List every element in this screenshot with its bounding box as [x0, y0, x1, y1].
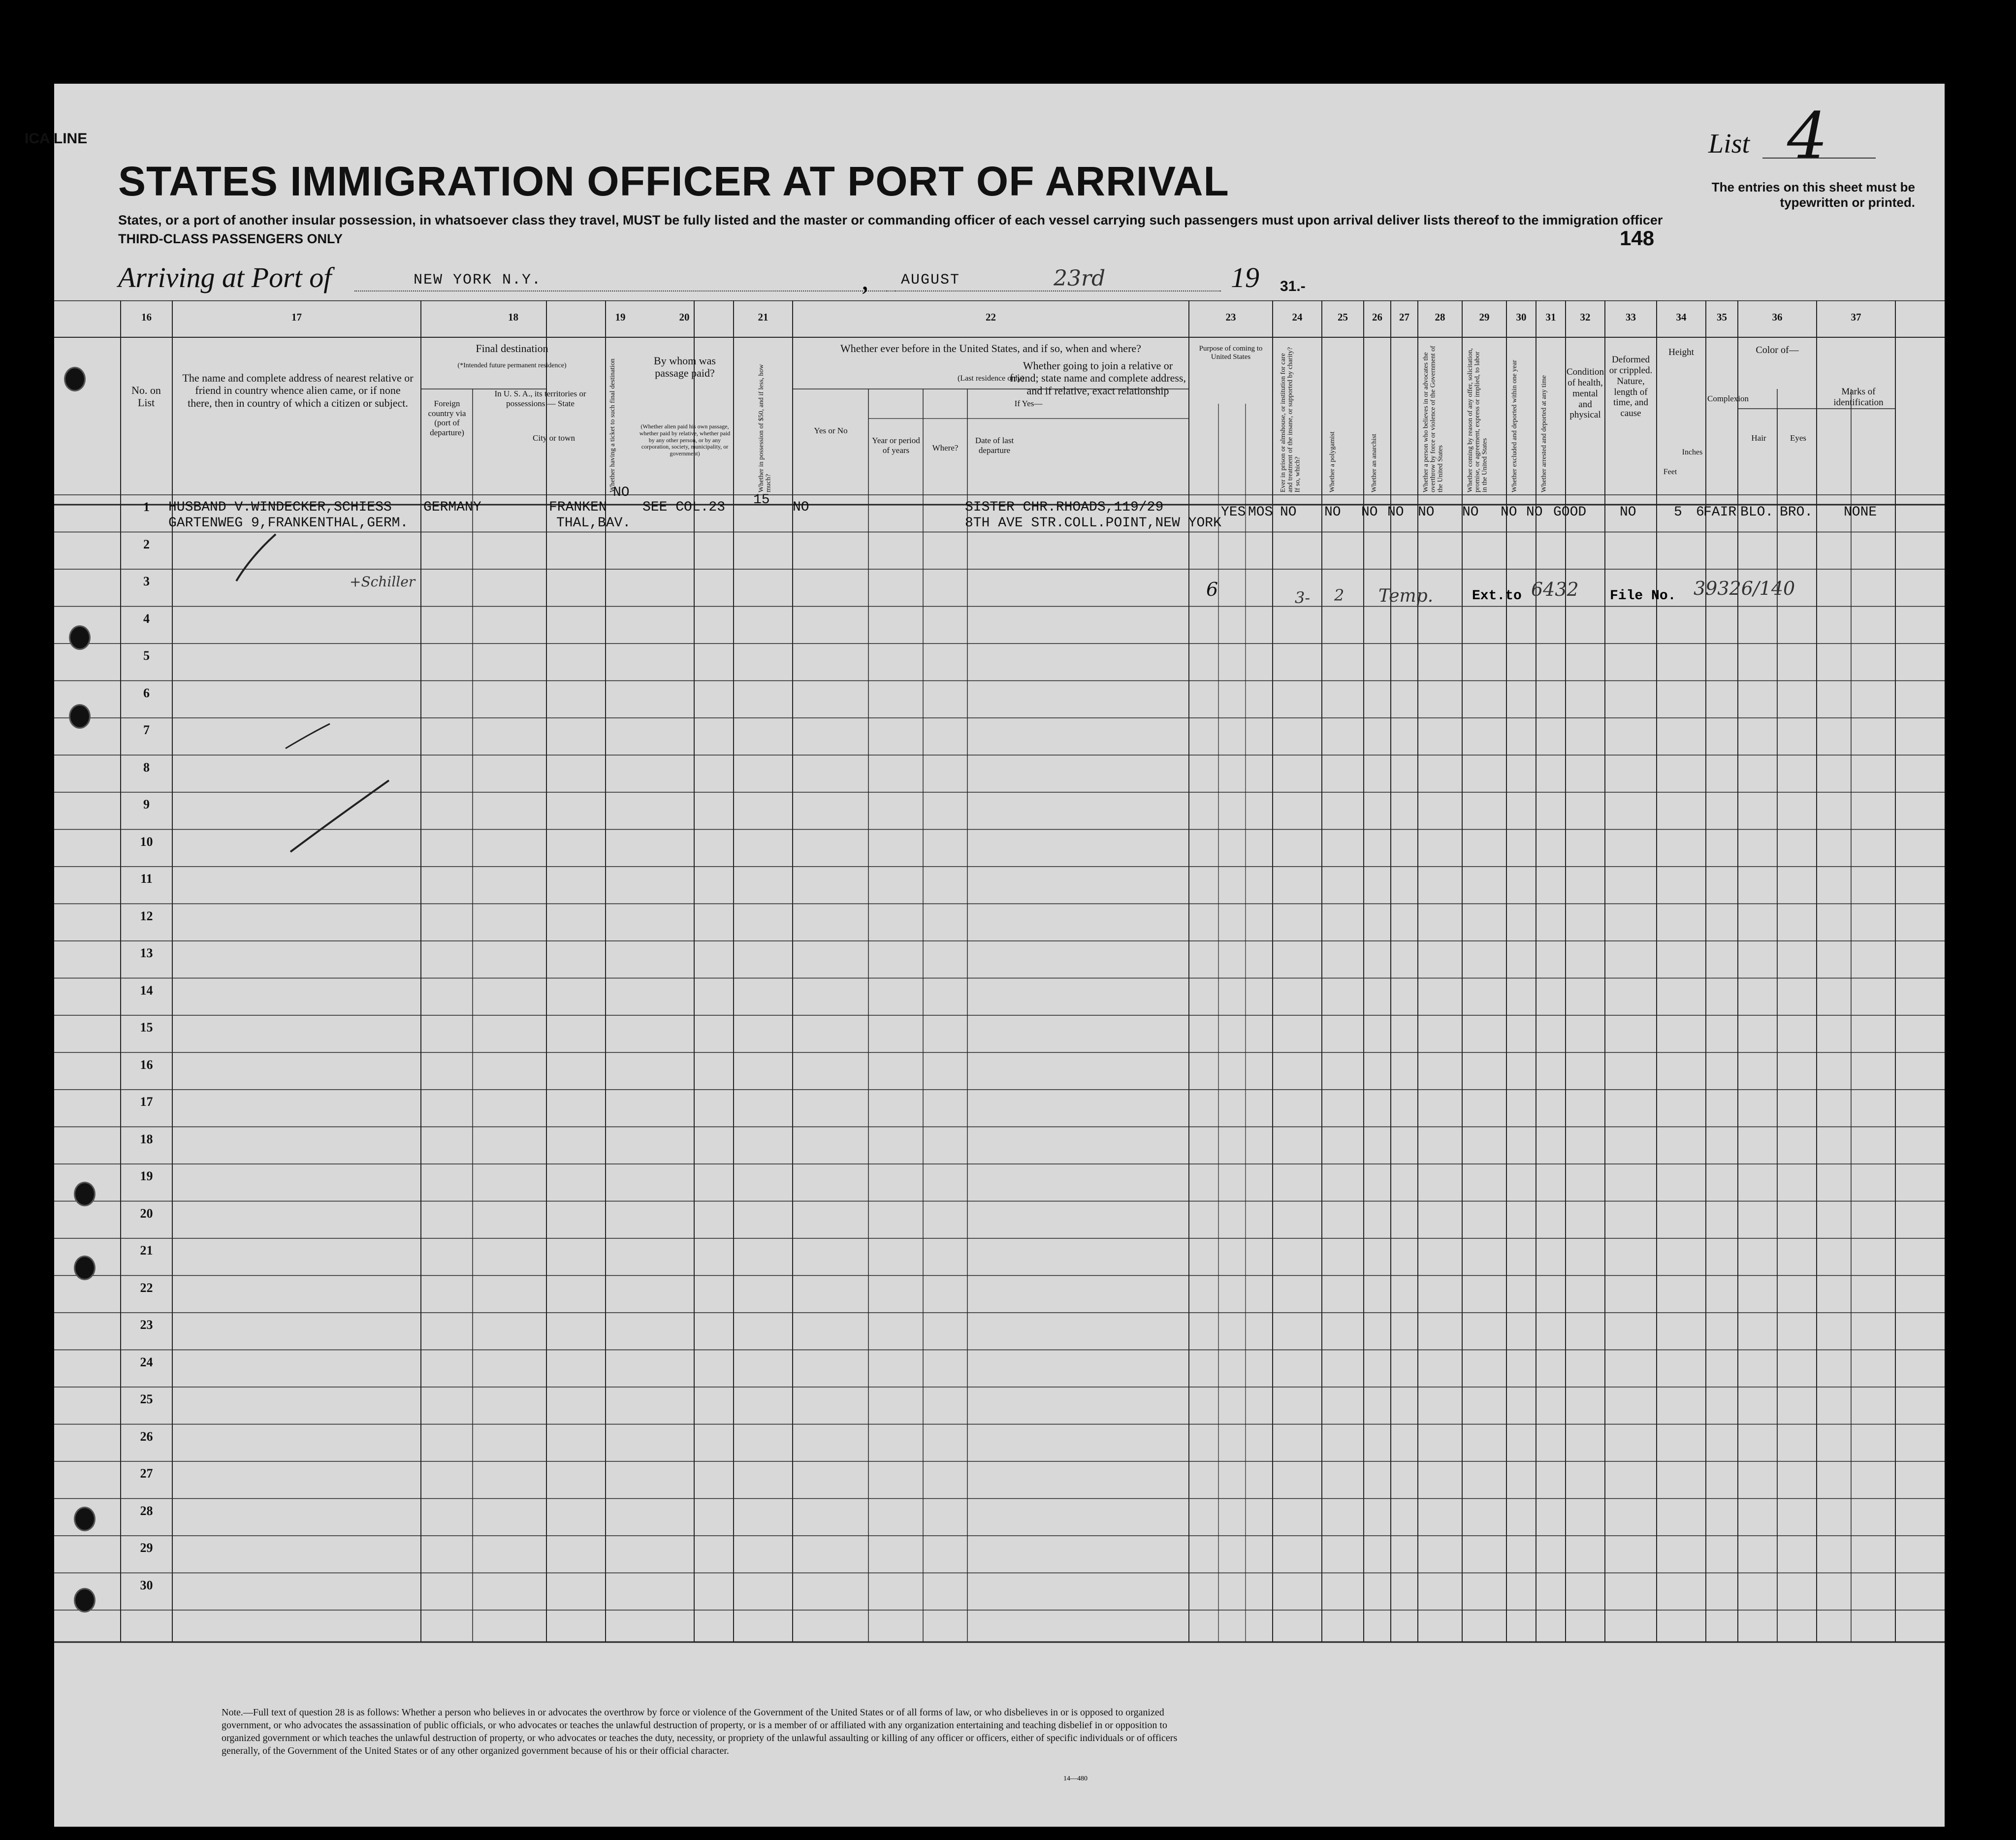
row-number: 3 — [143, 574, 150, 588]
file-label: File No. — [1610, 588, 1676, 604]
health-value: GOOD — [1553, 505, 1587, 520]
column-header: No. on List — [131, 384, 161, 409]
annotation-col28: Temp. — [1378, 586, 1434, 606]
ext-label: Ext.to — [1472, 588, 1522, 604]
row-number: 26 — [140, 1429, 153, 1444]
column-header-vertical: Whether an anarchist — [1371, 434, 1378, 492]
pencil-mark-2 — [290, 780, 389, 852]
column-header: Height — [1668, 347, 1694, 357]
line-name: ICA LINE — [25, 130, 88, 147]
arriving-label: Arriving at Port of — [118, 261, 332, 293]
row-number: 6 — [143, 685, 150, 700]
column-header: Whether ever before in the United States, and if so, when and where? — [840, 342, 1141, 355]
column-number: 21 — [758, 311, 768, 323]
page-title: STATES IMMIGRATION OFFICER AT PORT OF ARRIVAL — [118, 158, 1229, 204]
row-number: 20 — [140, 1206, 153, 1221]
row-number: 10 — [140, 834, 153, 849]
column-number: 26 — [1372, 311, 1382, 323]
join-relative-line1: SISTER CHR.RHOADS,119/29 — [965, 500, 1164, 515]
year-suffix: 31.- — [1280, 278, 1306, 294]
row-number: 24 — [140, 1355, 153, 1369]
row-number: 19 — [140, 1169, 153, 1183]
sheet-number: 148 — [1620, 226, 1655, 250]
column-number: 16 — [141, 311, 152, 323]
row-number: 7 — [143, 723, 150, 737]
col26-value: NO — [1361, 505, 1378, 520]
column-header: (Whether alien paid his own passage, whether paid by relative, whether paid by any other person, or by any corporation, society, municipality, or government) — [639, 423, 731, 457]
column-number: 31 — [1545, 311, 1556, 323]
column-number: 17 — [291, 311, 302, 323]
check-mark-1 — [236, 534, 276, 581]
ticket-value: NO — [613, 485, 630, 500]
column-header: (*Intended future permanent residence) — [457, 362, 567, 369]
deformed-value: NO — [1620, 505, 1636, 520]
money-value: 15 — [753, 492, 770, 508]
row-number: 25 — [140, 1392, 153, 1406]
purpose-value-2: MOS — [1248, 505, 1273, 520]
row-number: 5 — [143, 648, 150, 663]
col29-value: NO — [1462, 505, 1479, 520]
row-number: 9 — [143, 797, 150, 811]
column-number: 22 — [986, 311, 996, 323]
annotation-name: +Schiller — [350, 574, 416, 590]
column-header: Deformed or crippled. Nature, length of time, and cause — [1609, 355, 1653, 419]
column-header: Date of last departure — [975, 436, 1014, 455]
column-header: Eyes — [1790, 433, 1807, 443]
destination-city-line1: FRANKEN — [549, 500, 607, 515]
column-header: Marks of identification — [1833, 387, 1884, 408]
column-number: 34 — [1676, 311, 1687, 323]
column-header: Condition of health, mental and physical — [1567, 367, 1604, 420]
height-feet-value: 5 — [1674, 505, 1682, 520]
column-header-vertical: Whether coming by reason of any offer, solicitation, promise, or agreement, express or implied, to labor in the United States — [1467, 348, 1489, 492]
binder-hole — [74, 1256, 96, 1280]
foreign-country: GERMANY — [423, 500, 481, 515]
column-header: City or town — [533, 433, 575, 443]
column-header: In U. S. A., its territories or possessions — State — [494, 389, 586, 408]
column-header: Foreign country via (port of departure) — [428, 399, 466, 437]
row-number: 18 — [140, 1131, 153, 1146]
pencil-mark-1 — [286, 724, 330, 748]
paid-by-value: SEE COL.23 — [642, 500, 726, 515]
year-prefix: 19 — [1231, 261, 1259, 293]
column-number: 24 — [1292, 311, 1303, 323]
row-number: 27 — [140, 1466, 153, 1481]
col25-value: NO — [1324, 505, 1341, 520]
column-header: By whom was passage paid? — [654, 355, 716, 380]
column-header: Final destination — [476, 342, 548, 355]
destination-city-line2: THAL,BAV. — [556, 516, 631, 531]
binder-hole — [74, 1588, 96, 1613]
row-number: 16 — [140, 1057, 153, 1072]
col28-value: NO — [1418, 505, 1435, 520]
column-number: 25 — [1338, 311, 1348, 323]
column-header-vertical: Whether excluded and deported within one year — [1511, 359, 1518, 492]
column-header: If Yes— — [1014, 399, 1043, 408]
list-label: List — [1708, 129, 1750, 159]
annotation-col25: 3- — [1295, 588, 1311, 607]
row-number: 23 — [140, 1318, 153, 1332]
column-header-vertical: Whether a polygamist — [1329, 431, 1336, 492]
column-header: (Last residence only) — [957, 374, 1024, 383]
column-header-vertical: Whether having a ticket to such final destination — [609, 358, 616, 492]
hair-color-value: BLO. — [1740, 505, 1774, 520]
row-number: 4 — [143, 611, 150, 626]
complexion-value: FAIR — [1703, 505, 1737, 520]
row-number: 12 — [140, 908, 153, 923]
row-number: 17 — [140, 1095, 153, 1109]
binder-hole — [74, 1507, 96, 1531]
instruction-text: States, or a port of another insular possession, in whatsoever class they travel, MUST be fully listed and the master or commanding officer of each vessel carrying such passengers must upon arrival deliver lists thereof to the immigration officer — [118, 213, 1663, 227]
row-number: 21 — [140, 1243, 153, 1258]
list-number: 4 — [1787, 98, 1828, 173]
row-number: 22 — [140, 1280, 153, 1295]
column-header: The name and complete address of nearest relative or friend in country whence alien came, or if none there, then in country of which a citizen or subject. — [182, 372, 414, 409]
file-number: 39326/140 — [1694, 578, 1795, 599]
purpose-value-3: NO — [1280, 505, 1297, 520]
row-number: 13 — [140, 946, 153, 960]
form-number: 14—480 — [1063, 1775, 1088, 1782]
binder-hole — [69, 704, 91, 729]
before-in-us-value: NO — [793, 500, 809, 515]
column-header-vertical: Whether arrested and deported at any time — [1540, 375, 1548, 492]
column-header: Whether going to join a relative or friend; state name and complete address, and if relative, exact relationship — [1010, 359, 1186, 397]
row-number: 2 — [143, 537, 150, 551]
row-number: 11 — [140, 872, 153, 886]
column-number: 36 — [1772, 311, 1783, 323]
class-label: THIRD-CLASS PASSENGERS ONLY — [118, 231, 343, 246]
row-number: 1 — [143, 500, 150, 514]
row-number: 8 — [143, 760, 150, 775]
column-number: 20 — [679, 311, 690, 323]
column-header-vertical: Whether in possession of $50, and if less, how much? — [758, 364, 772, 492]
column-number: 37 — [1851, 311, 1861, 323]
column-header: Complexion — [1707, 394, 1749, 403]
column-number: 30 — [1516, 311, 1527, 323]
column-header-vertical: Whether a person who believes in or advocates the overthrow by force or violence of the Government of the United States — [1422, 346, 1444, 492]
relative-address-line1: HUSBAND V.WINDECKER,SCHIESS — [168, 500, 392, 515]
row-number: 28 — [140, 1503, 153, 1518]
column-number: 28 — [1435, 311, 1445, 323]
typewritten-note: The entries on this sheet must be typewritten or printed. — [1711, 180, 1915, 210]
binder-hole — [69, 625, 91, 650]
annotation-col27: 2 — [1334, 586, 1344, 605]
col30-value: NO — [1501, 505, 1517, 520]
join-relative-line2: 8TH AVE STR.COLL.POINT,NEW YORK — [965, 516, 1221, 531]
column-header: Purpose of coming to United States — [1199, 345, 1263, 361]
footnote: Note.—Full text of question 28 is as follows: Whether a person who believes in or advocates the overthrow by force or violence of the Government of the United States or of all forms of law, or who disbelieves in or is opposed to organized government, or who advocates the assassination of public officials, or who advocates or teaches the unlawful destruction of property, or is a member of or affiliated with any organization entertaining and teaching disbelief in or opposition to organized government or which teaches the unlawful destruction of property, or who advocates or teaches the duty, necessity, or propriety of the unlawful assaulting or killing of any officer or officers, either of specific individuals or of officers generally, of the Government of the United States or of any other organized government because of his or their official character. — [222, 1707, 1178, 1756]
height-inches-value: 6 — [1696, 505, 1704, 520]
column-header: Inches — [1682, 448, 1703, 456]
manifest-sheet — [25, 84, 1945, 1827]
column-number: 23 — [1225, 311, 1236, 323]
column-number: 27 — [1399, 311, 1409, 323]
row-number: 29 — [140, 1541, 153, 1555]
row-number: 15 — [140, 1020, 153, 1034]
handwritten-marks — [54, 84, 1945, 1827]
column-header: Year or period of years — [872, 436, 920, 455]
purpose-value: YES — [1221, 505, 1246, 520]
column-header: Hair — [1751, 433, 1766, 443]
column-number: 32 — [1580, 311, 1591, 323]
column-number: 33 — [1626, 311, 1636, 323]
row-number: 30 — [140, 1578, 153, 1592]
comma: , — [862, 264, 869, 296]
column-number: 19 — [615, 311, 626, 323]
column-number: 35 — [1717, 311, 1727, 323]
column-header: Yes or No — [814, 426, 848, 435]
annotation-col24: 6 — [1206, 579, 1218, 600]
column-header: Where? — [932, 443, 959, 452]
binder-hole — [74, 1182, 96, 1206]
col27-value: NO — [1387, 505, 1404, 520]
column-header-vertical: Ever in prison or almshouse, or institution for care and treatment of the insane, or supported by charity? If so, which? — [1280, 347, 1302, 492]
day-value: 23rd — [1054, 266, 1106, 291]
port-value: NEW YORK N.Y. — [414, 272, 542, 289]
column-header: Color of— — [1756, 345, 1799, 355]
ext-number: 6432 — [1531, 579, 1579, 600]
month-value: AUGUST — [901, 272, 960, 289]
row-number: 14 — [140, 983, 153, 998]
column-header: Feet — [1663, 468, 1677, 476]
column-number: 29 — [1479, 311, 1490, 323]
eye-color-value: BRO. — [1780, 505, 1813, 520]
column-number: 18 — [508, 311, 518, 323]
relative-address-line2: GARTENWEG 9,FRANKENTHAL,GERM. — [168, 516, 409, 531]
identification-marks-value: NONE — [1844, 505, 1877, 520]
binder-hole — [64, 367, 86, 391]
col31-value: NO — [1526, 505, 1543, 520]
